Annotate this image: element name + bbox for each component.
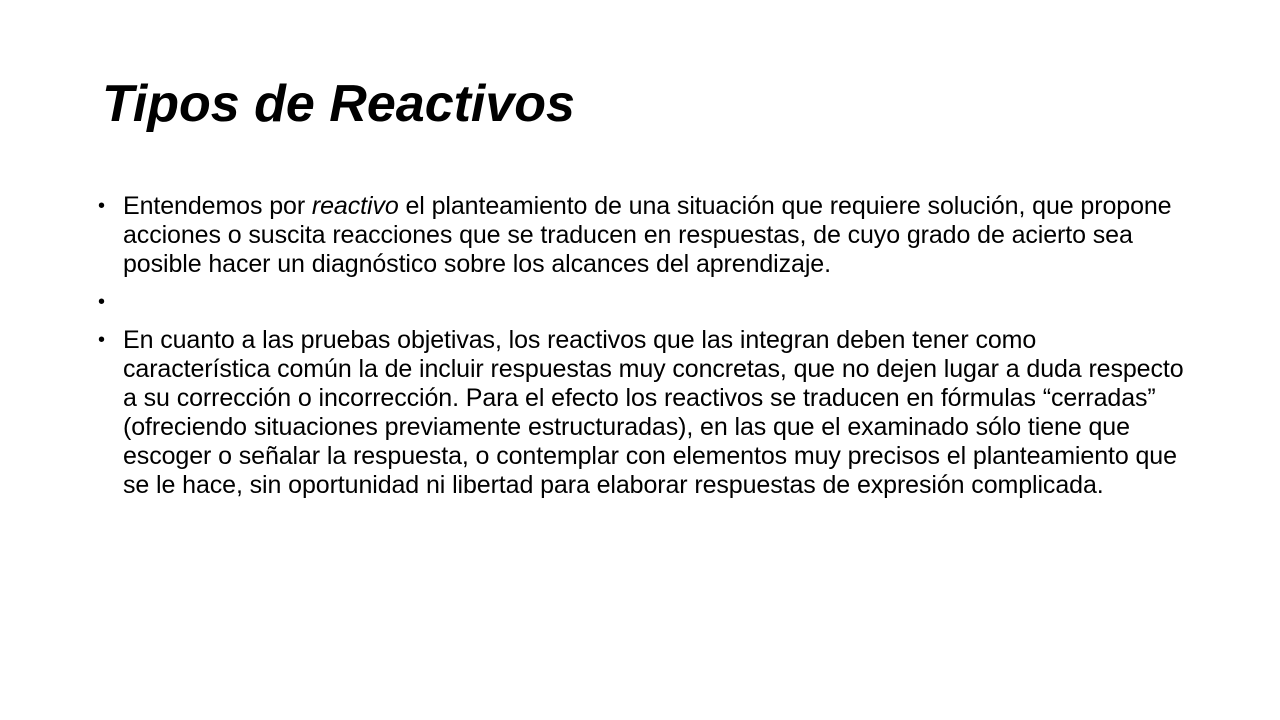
bullet-item-objective-tests: [98, 326, 1188, 500]
bullet-list: [98, 192, 1188, 509]
bullet-dot-icon: •: [98, 329, 105, 351]
slide-title: Tipos de Reactivos: [102, 75, 575, 133]
bullet-item-definition: [98, 192, 1188, 279]
bullet-dot-icon: •: [98, 195, 105, 217]
bullet-text-after: el planteamiento de una situación que requiere solución, que propone acciones o suscita reacciones que se traducen en respuestas, de cuyo grado de acierto sea posible hacer un diagnóstico sobre los alcances del aprendizaje.: [123, 192, 1172, 278]
bullet-text: En cuanto a las pruebas objetivas, los reactivos que las integran deben tener como característica común la de incluir respuestas muy concretas, que no dejen lugar a duda respecto a su corrección o incorrección. Para el efecto los reactivos se traducen en fórmulas “cerradas” (ofreciendo situaciones previamente estructuradas), en las que el examinado sólo tiene que escoger o señalar la respuesta, o contemplar con elementos muy precisos el planteamiento que se le hace, sin oportunidad ni libertad para elaborar respuestas de expresión complicada.: [123, 326, 1184, 499]
bullet-text-emphasis: reactivo: [311, 192, 399, 220]
bullet-text-before: Entendemos por: [123, 192, 312, 220]
bullet-dot-icon: •: [98, 291, 105, 313]
bullet-text: [123, 192, 1171, 278]
bullet-item-empty: [98, 288, 1188, 317]
